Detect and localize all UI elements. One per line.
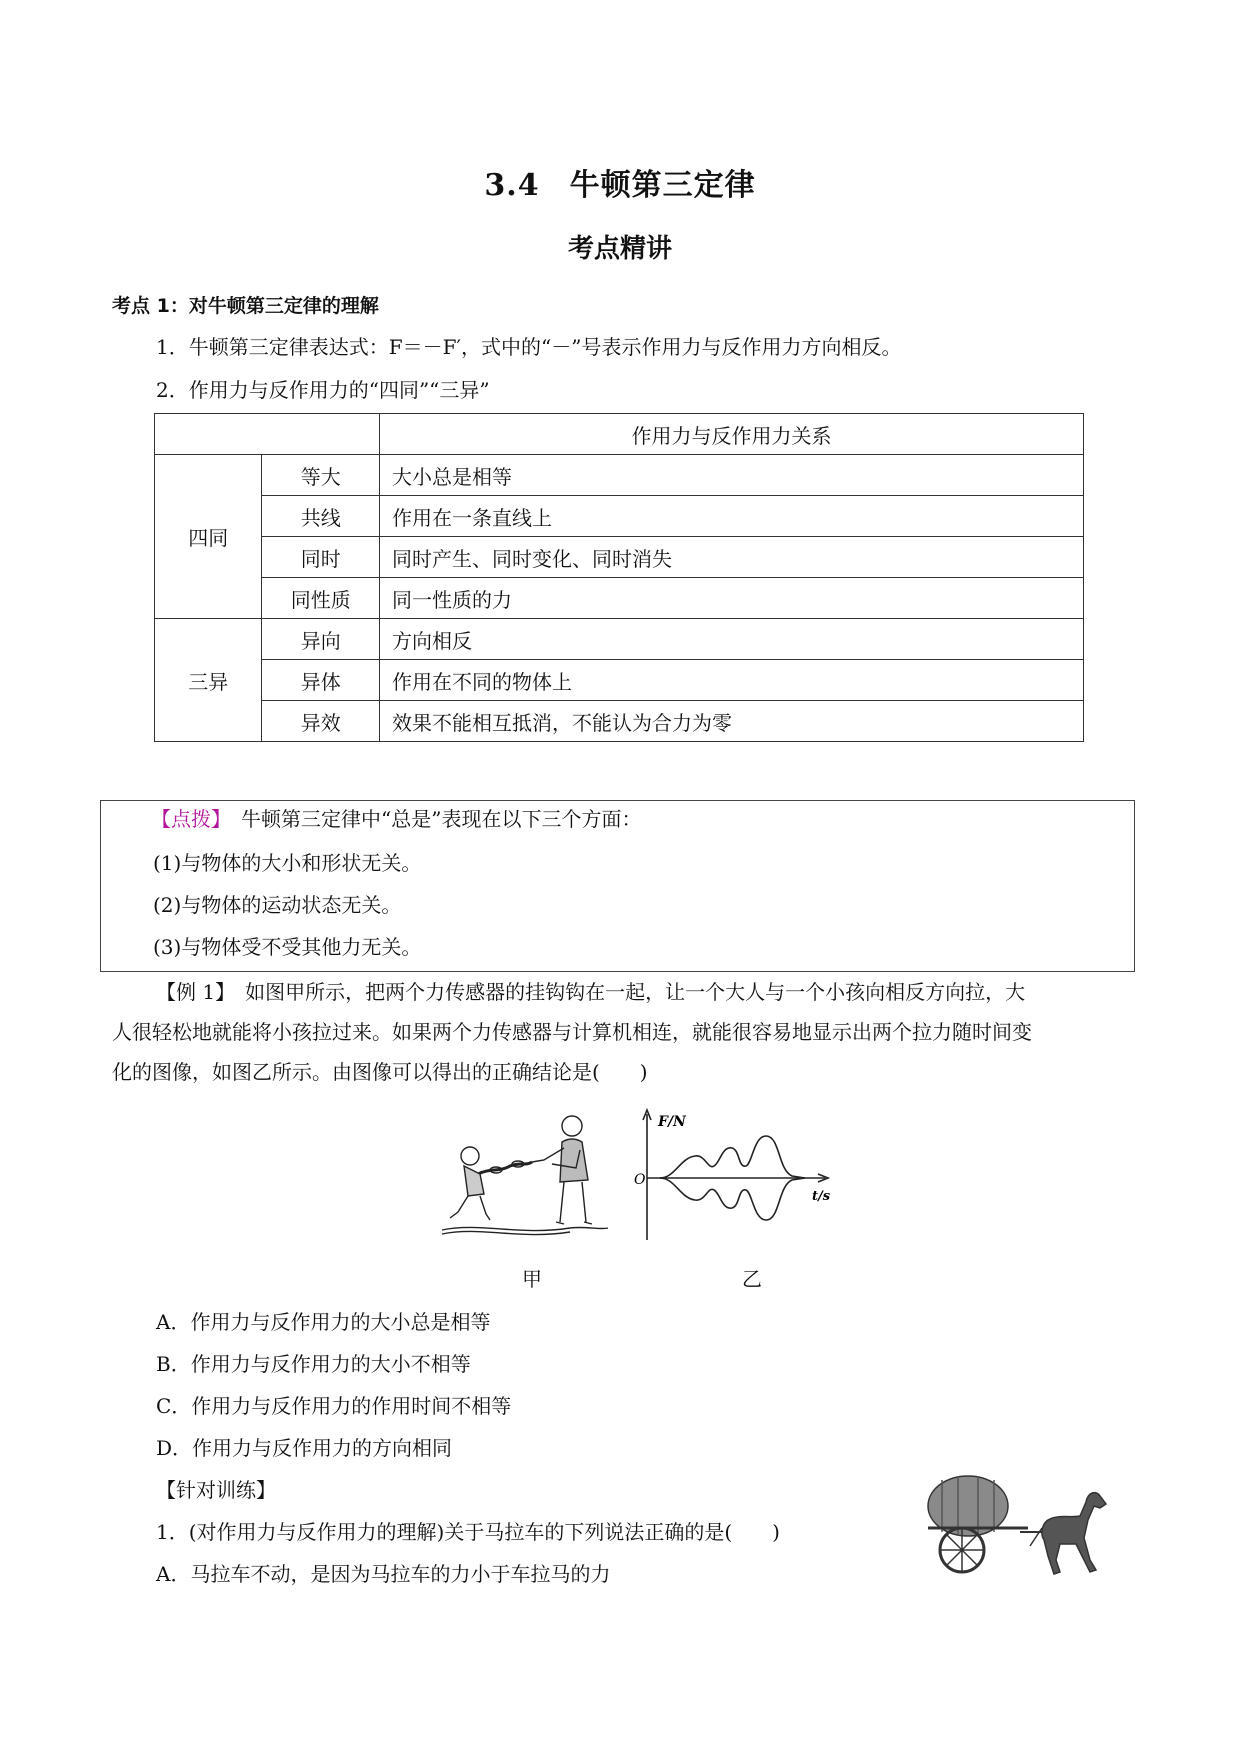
value-cell: 作用在一条直线上 <box>380 496 1084 537</box>
group-name-cell: 四同 <box>155 455 262 619</box>
force-curve-lower <box>660 1178 805 1220</box>
force-time-graph <box>634 1108 840 1243</box>
tip-box <box>100 800 1135 972</box>
figure-caption-b: 乙 <box>742 1267 762 1291</box>
section-number: 3.4 <box>484 168 540 203</box>
training-question: 1．(对作用力与反作用力的理解)关于马拉车的下列说法正确的是( ) <box>156 1520 780 1544</box>
option-c: C．作用力与反作用力的作用时间不相等 <box>156 1394 512 1418</box>
table-header-cell: 作用力与反作用力关系 <box>380 414 1084 455</box>
key-cell: 同时 <box>262 537 380 578</box>
training-option-a: A．马拉车不动，是因为马拉车的力小于车拉马的力 <box>156 1562 611 1586</box>
example1-line: 【例 1】 如图甲所示，把两个力传感器的挂钩钩在一起，让一个大人与一个小孩向相反方向拉，大 <box>156 980 1026 1004</box>
table-row <box>155 496 1084 537</box>
tip-item: (1)与物体的大小和形状无关。 <box>153 851 422 875</box>
option-b: B．作用力与反作用力的大小不相等 <box>156 1352 471 1376</box>
table-row <box>155 578 1084 619</box>
page-title <box>0 160 1240 204</box>
table-row <box>155 414 1084 455</box>
option-a: A．作用力与反作用力的大小总是相等 <box>156 1310 491 1334</box>
group-name-cell: 三异 <box>155 619 262 742</box>
table-corner-cell <box>155 414 380 455</box>
force-curve-upper <box>660 1136 805 1178</box>
key-cell: 共线 <box>262 496 380 537</box>
key-cell: 同性质 <box>262 578 380 619</box>
table-row <box>155 537 1084 578</box>
value-cell: 同时产生、同时变化、同时消失 <box>380 537 1084 578</box>
tip-first-line <box>151 805 641 833</box>
table-row <box>155 619 1084 660</box>
tug-of-war-illustration <box>440 1112 610 1237</box>
example1-line: 人很轻松地就能将小孩拉过来。如果两个力传感器与计算机相连，就能很容易地显示出两个拉力随时间变 <box>112 1020 1032 1044</box>
table-row <box>155 455 1084 496</box>
page-subtitle: 考点精讲 <box>567 234 672 264</box>
tip-item: (3)与物体受不受其他力无关。 <box>153 935 422 959</box>
value-cell: 大小总是相等 <box>380 455 1084 496</box>
table-row <box>155 701 1084 742</box>
chapter-title: 牛顿第三定律 <box>569 168 756 203</box>
figure-caption-a: 甲 <box>522 1267 542 1291</box>
option-d: D．作用力与反作用力的方向相同 <box>156 1436 453 1460</box>
value-cell: 效果不能相互抵消，不能认为合力为零 <box>380 701 1084 742</box>
key-cell: 等大 <box>262 455 380 496</box>
key-cell: 异效 <box>262 701 380 742</box>
horse-cart-illustration <box>920 1468 1120 1583</box>
graph-origin-label: O <box>634 1172 646 1188</box>
key-cell: 异向 <box>262 619 380 660</box>
training-heading: 【针对训练】 <box>156 1478 276 1502</box>
point1-line1: 1．牛顿第三定律表达式：F＝－F′，式中的“－”号表示作用力与反作用力方向相反。 <box>156 335 902 359</box>
example1-line: 化的图像，如图乙所示。由图像可以得出的正确结论是( ) <box>112 1060 648 1084</box>
relation-table <box>154 413 1084 742</box>
tip-label: 【点拨】 <box>151 807 221 831</box>
graph-y-label: F/N <box>658 1114 686 1130</box>
value-cell: 方向相反 <box>380 619 1084 660</box>
point1-line2: 2．作用力与反作用力的“四同”“三异” <box>156 378 490 402</box>
tip-intro: 牛顿第三定律中“总是”表现在以下三个方面： <box>241 807 642 831</box>
value-cell: 同一性质的力 <box>380 578 1084 619</box>
value-cell: 作用在不同的物体上 <box>380 660 1084 701</box>
key-cell: 异体 <box>262 660 380 701</box>
point1-heading: 考点 1：对牛顿第三定律的理解 <box>112 295 379 317</box>
graph-x-label: t/s <box>812 1189 831 1204</box>
table-row <box>155 660 1084 701</box>
tip-item: (2)与物体的运动状态无关。 <box>153 893 402 917</box>
